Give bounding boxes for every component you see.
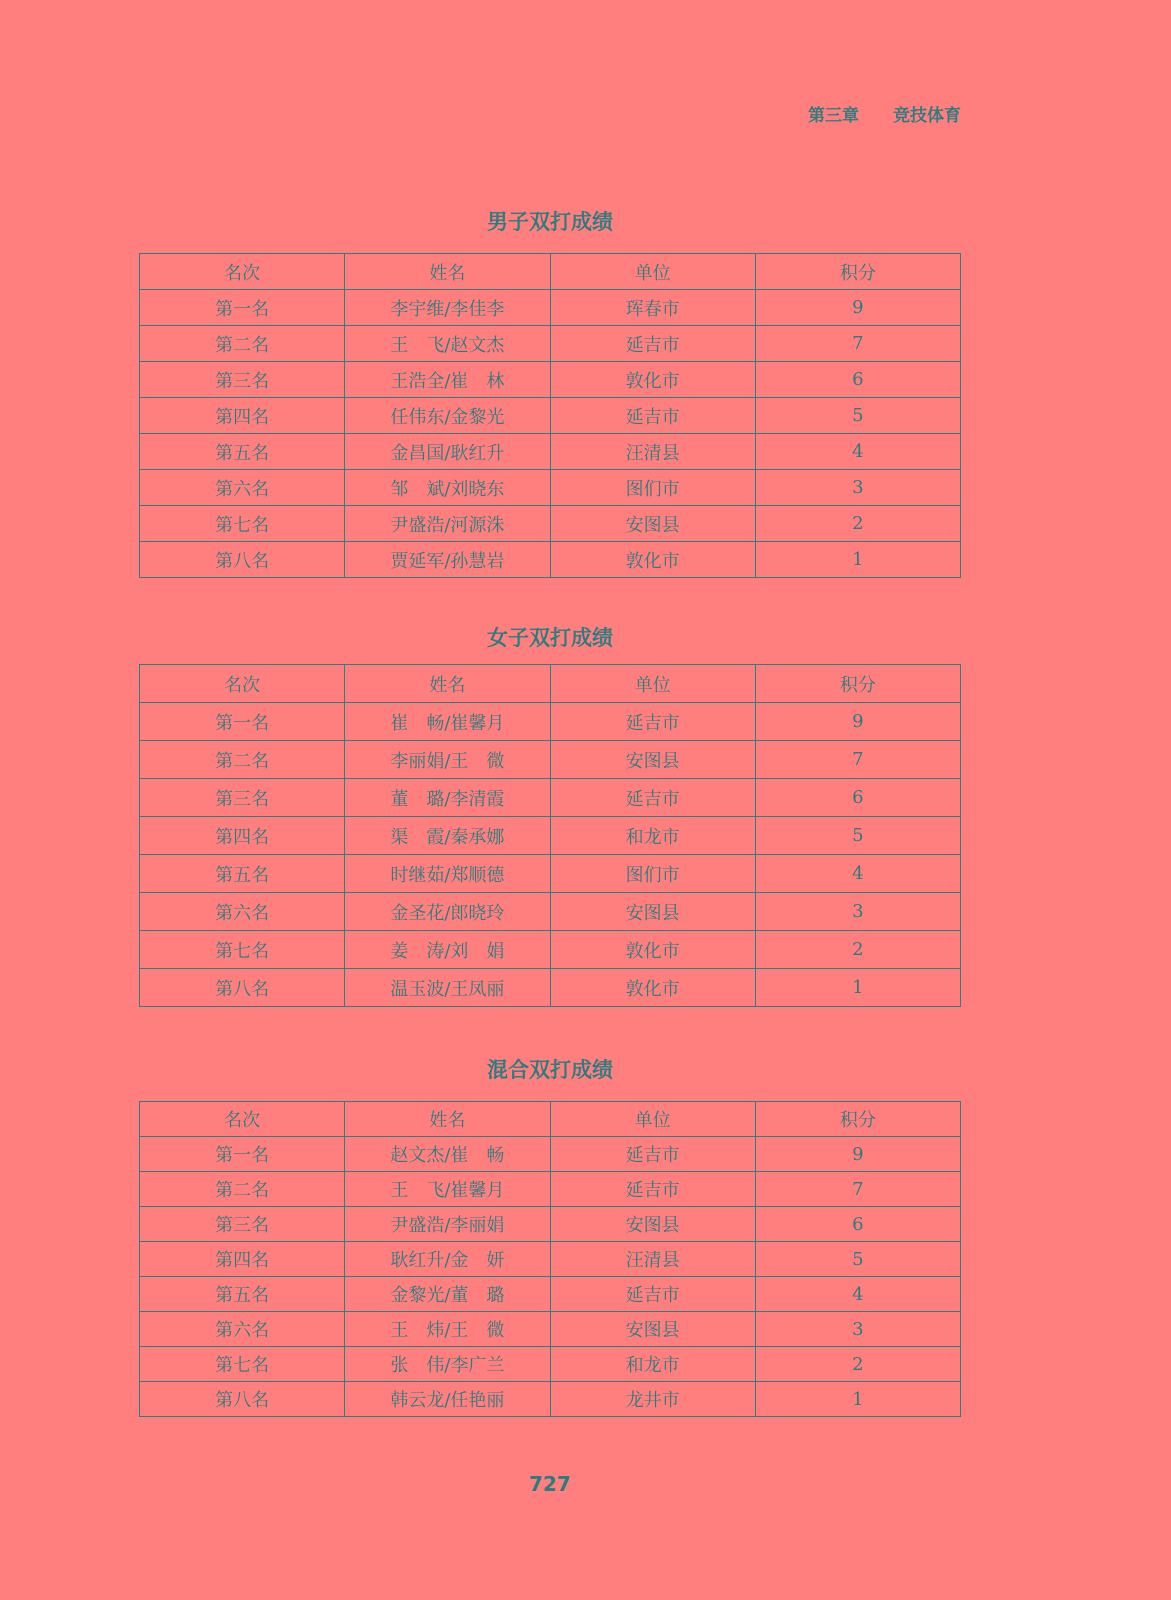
name-cell: 任伟东/金黎光 <box>345 398 550 434</box>
running-head: 第三章 竞技体育 <box>808 106 961 126</box>
table-row <box>140 1137 961 1172</box>
unit-cell: 安图县 <box>550 506 755 542</box>
unit-cell: 延吉市 <box>550 398 755 434</box>
unit-cell: 安图县 <box>550 741 755 779</box>
unit-cell: 延吉市 <box>550 779 755 817</box>
rank-cell: 第二名 <box>140 741 345 779</box>
table-row <box>140 1312 961 1347</box>
unit-cell: 延吉市 <box>550 326 755 362</box>
rank-cell: 第六名 <box>140 470 345 506</box>
rank-cell: 第八名 <box>140 542 345 578</box>
points-cell: 4 <box>755 855 960 893</box>
unit-cell: 安图县 <box>550 1207 755 1242</box>
points-cell: 7 <box>755 741 960 779</box>
table-row <box>140 703 961 741</box>
section-title-womens-doubles: 女子双打成绩 <box>487 626 613 650</box>
column-header-points: 积分 <box>755 1102 960 1137</box>
column-header-rank: 名次 <box>140 665 345 703</box>
table-row <box>140 855 961 893</box>
column-header-points: 积分 <box>755 665 960 703</box>
points-cell: 5 <box>755 1242 960 1277</box>
table-row <box>140 1172 961 1207</box>
column-header-points: 积分 <box>755 254 960 290</box>
points-cell: 6 <box>755 1207 960 1242</box>
column-header-unit: 单位 <box>550 254 755 290</box>
name-cell: 崔 畅/崔馨月 <box>345 703 550 741</box>
name-cell: 耿红升/金 妍 <box>345 1242 550 1277</box>
unit-cell: 汪清县 <box>550 1242 755 1277</box>
points-cell: 5 <box>755 398 960 434</box>
points-cell: 2 <box>755 931 960 969</box>
rank-cell: 第五名 <box>140 855 345 893</box>
points-cell: 3 <box>755 470 960 506</box>
name-cell: 王 飞/崔馨月 <box>345 1172 550 1207</box>
rank-cell: 第一名 <box>140 290 345 326</box>
points-cell: 2 <box>755 506 960 542</box>
rank-cell: 第七名 <box>140 1347 345 1382</box>
column-header-unit: 单位 <box>550 1102 755 1137</box>
rank-cell: 第五名 <box>140 434 345 470</box>
section-title-mixed-doubles: 混合双打成绩 <box>487 1058 613 1082</box>
results-table-mens-doubles <box>139 253 961 578</box>
points-cell: 6 <box>755 779 960 817</box>
unit-cell: 珲春市 <box>550 290 755 326</box>
rank-cell: 第八名 <box>140 1382 345 1417</box>
rank-cell: 第八名 <box>140 969 345 1007</box>
rank-cell: 第三名 <box>140 1207 345 1242</box>
rank-cell: 第二名 <box>140 1172 345 1207</box>
points-cell: 2 <box>755 1347 960 1382</box>
table-row <box>140 1382 961 1417</box>
table-header-row <box>140 254 961 290</box>
points-cell: 5 <box>755 817 960 855</box>
column-header-rank: 名次 <box>140 254 345 290</box>
table-row <box>140 398 961 434</box>
table-header-row <box>140 665 961 703</box>
table-row <box>140 1277 961 1312</box>
name-cell: 赵文杰/崔 畅 <box>345 1137 550 1172</box>
points-cell: 3 <box>755 893 960 931</box>
rank-cell: 第四名 <box>140 1242 345 1277</box>
table-row <box>140 470 961 506</box>
name-cell: 时继茹/郑顺德 <box>345 855 550 893</box>
name-cell: 韩云龙/任艳丽 <box>345 1382 550 1417</box>
rank-cell: 第七名 <box>140 931 345 969</box>
name-cell: 金圣花/郎晓玲 <box>345 893 550 931</box>
rank-cell: 第一名 <box>140 703 345 741</box>
column-header-rank: 名次 <box>140 1102 345 1137</box>
points-cell: 7 <box>755 326 960 362</box>
unit-cell: 安图县 <box>550 1312 755 1347</box>
name-cell: 渠 霞/秦承娜 <box>345 817 550 855</box>
results-table-womens-doubles <box>139 664 961 1007</box>
unit-cell: 延吉市 <box>550 703 755 741</box>
name-cell: 尹盛浩/河源洙 <box>345 506 550 542</box>
name-cell: 邹 斌/刘晓东 <box>345 470 550 506</box>
unit-cell: 和龙市 <box>550 817 755 855</box>
unit-cell: 敦化市 <box>550 969 755 1007</box>
table-row <box>140 1242 961 1277</box>
table-row <box>140 779 961 817</box>
table-row <box>140 1207 961 1242</box>
table-row <box>140 290 961 326</box>
section-title-mens-doubles: 男子双打成绩 <box>487 210 613 234</box>
unit-cell: 敦化市 <box>550 931 755 969</box>
points-cell: 1 <box>755 1382 960 1417</box>
rank-cell: 第一名 <box>140 1137 345 1172</box>
rank-cell: 第二名 <box>140 326 345 362</box>
name-cell: 王浩全/崔 林 <box>345 362 550 398</box>
table-row <box>140 506 961 542</box>
rank-cell: 第三名 <box>140 362 345 398</box>
name-cell: 张 伟/李广兰 <box>345 1347 550 1382</box>
table-row <box>140 362 961 398</box>
name-cell: 温玉波/王凤丽 <box>345 969 550 1007</box>
unit-cell: 延吉市 <box>550 1277 755 1312</box>
rank-cell: 第三名 <box>140 779 345 817</box>
column-header-unit: 单位 <box>550 665 755 703</box>
rank-cell: 第四名 <box>140 817 345 855</box>
name-cell: 董 璐/李清霞 <box>345 779 550 817</box>
name-cell: 金昌国/耿红升 <box>345 434 550 470</box>
results-table-mixed-doubles <box>139 1101 961 1417</box>
name-cell: 姜 涛/刘 娟 <box>345 931 550 969</box>
points-cell: 7 <box>755 1172 960 1207</box>
table-row <box>140 893 961 931</box>
name-cell: 尹盛浩/李丽娟 <box>345 1207 550 1242</box>
points-cell: 4 <box>755 434 960 470</box>
name-cell: 王 炜/王 微 <box>345 1312 550 1347</box>
points-cell: 3 <box>755 1312 960 1347</box>
unit-cell: 图们市 <box>550 470 755 506</box>
table-row <box>140 931 961 969</box>
rank-cell: 第六名 <box>140 1312 345 1347</box>
points-cell: 4 <box>755 1277 960 1312</box>
rank-cell: 第六名 <box>140 893 345 931</box>
name-cell: 李宇维/李佳李 <box>345 290 550 326</box>
points-cell: 1 <box>755 969 960 1007</box>
unit-cell: 敦化市 <box>550 542 755 578</box>
points-cell: 9 <box>755 1137 960 1172</box>
table-row <box>140 326 961 362</box>
points-cell: 9 <box>755 290 960 326</box>
unit-cell: 汪清县 <box>550 434 755 470</box>
table-row <box>140 741 961 779</box>
table-header-row <box>140 1102 961 1137</box>
table-row <box>140 817 961 855</box>
rank-cell: 第七名 <box>140 506 345 542</box>
name-cell: 李丽娟/王 微 <box>345 741 550 779</box>
unit-cell: 延吉市 <box>550 1137 755 1172</box>
table-row <box>140 434 961 470</box>
table-row <box>140 969 961 1007</box>
name-cell: 金黎光/董 璐 <box>345 1277 550 1312</box>
column-header-name: 姓名 <box>345 1102 550 1137</box>
points-cell: 1 <box>755 542 960 578</box>
table-row <box>140 1347 961 1382</box>
points-cell: 9 <box>755 703 960 741</box>
rank-cell: 第五名 <box>140 1277 345 1312</box>
unit-cell: 安图县 <box>550 893 755 931</box>
rank-cell: 第四名 <box>140 398 345 434</box>
column-header-name: 姓名 <box>345 665 550 703</box>
unit-cell: 图们市 <box>550 855 755 893</box>
table-row <box>140 542 961 578</box>
points-cell: 6 <box>755 362 960 398</box>
unit-cell: 敦化市 <box>550 362 755 398</box>
unit-cell: 延吉市 <box>550 1172 755 1207</box>
column-header-name: 姓名 <box>345 254 550 290</box>
unit-cell: 龙井市 <box>550 1382 755 1417</box>
unit-cell: 和龙市 <box>550 1347 755 1382</box>
name-cell: 王 飞/赵文杰 <box>345 326 550 362</box>
page-number: 727 <box>529 1472 571 1496</box>
name-cell: 贾延军/孙慧岩 <box>345 542 550 578</box>
